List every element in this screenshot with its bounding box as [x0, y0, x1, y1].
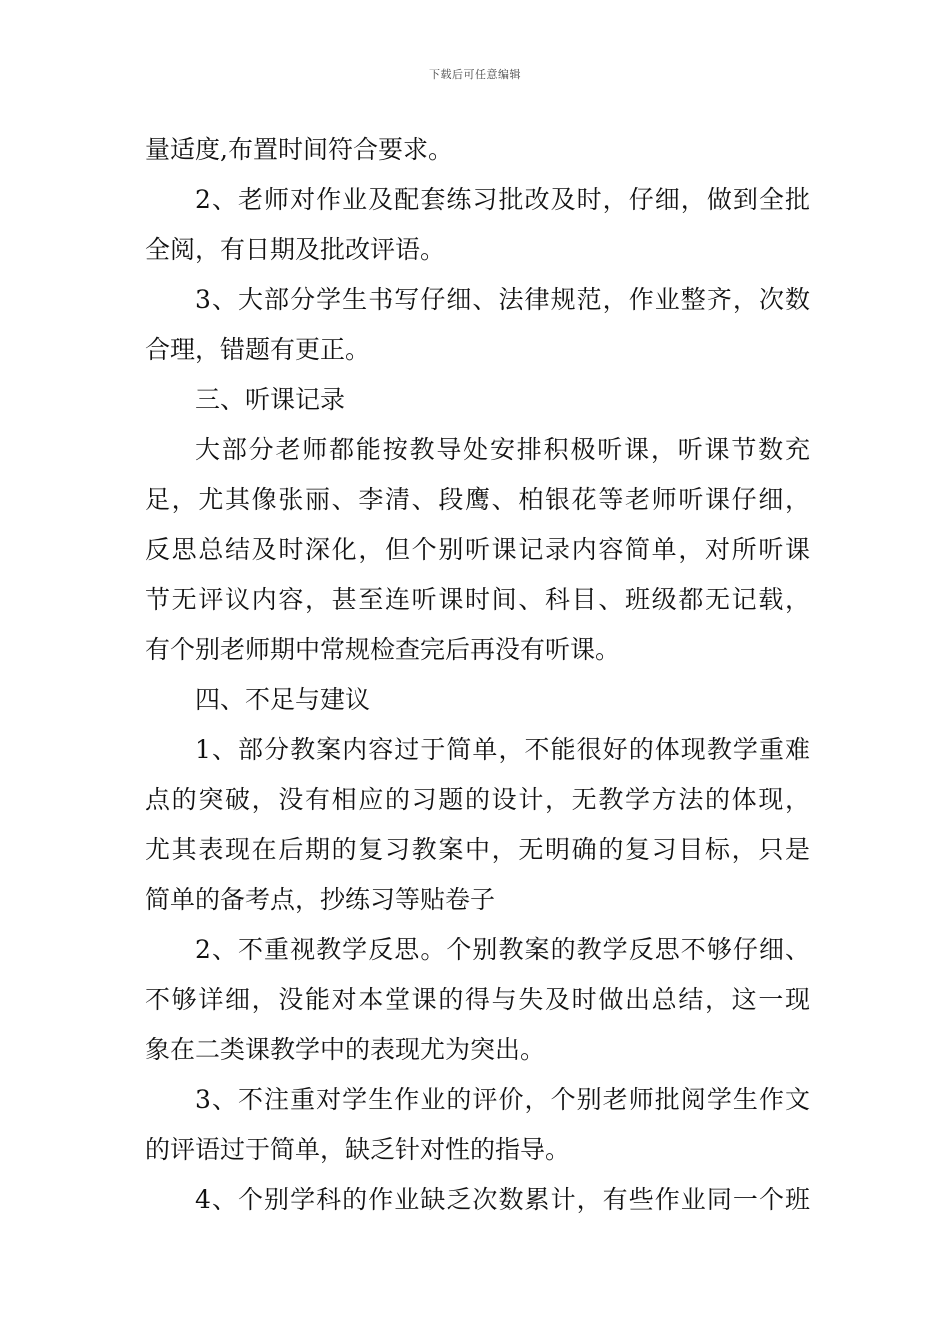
text-line: 1、部分教案内容过于简单，不能很好的体现教学重难 — [195, 735, 810, 764]
document-body — [145, 125, 810, 1225]
text-line: 的评语过于简单，缺乏针对性的指导。 — [145, 1135, 571, 1164]
page-header-note: 下载后可任意编辑 — [429, 68, 521, 81]
text-line: 2、老师对作业及配套练习批改及时，仔细，做到全批 — [195, 185, 810, 214]
text-line: 2、不重视教学反思。个别教案的教学反思不够仔细、 — [195, 935, 810, 964]
section-heading: 三、听课记录 — [195, 385, 346, 414]
text-line: 简单的备考点，抄练习等贴卷子 — [145, 885, 496, 914]
section-heading: 四、不足与建议 — [195, 685, 371, 714]
text-line: 全阅，有日期及批改评语。 — [145, 235, 446, 264]
text-line: 节无评议内容，甚至连听课时间、科目、班级都无记载， — [145, 585, 810, 614]
text-line: 合理，错题有更正。 — [145, 335, 371, 364]
text-line: 尤其表现在后期的复习教案中，无明确的复习目标，只是 — [145, 835, 810, 864]
text-line: 反思总结及时深化，但个别听课记录内容简单，对所听课 — [145, 535, 810, 564]
text-line: 3、不注重对学生作业的评价，个别老师批阅学生作文 — [195, 1085, 810, 1114]
text-line: 足，尤其像张丽、李清、段鹰、柏银花等老师听课仔细， — [145, 485, 810, 514]
text-line: 大部分老师都能按教导处安排积极听课，听课节数充 — [195, 435, 810, 464]
text-line: 量适度,布置时间符合要求。 — [145, 135, 453, 164]
text-line: 不够详细，没能对本堂课的得与失及时做出总结，这一现 — [145, 985, 810, 1014]
text-line: 象在二类课教学中的表现尤为突出。 — [145, 1035, 546, 1064]
text-line: 4、个别学科的作业缺乏次数累计，有些作业同一个班 — [195, 1185, 810, 1214]
text-line: 3、大部分学生书写仔细、法律规范，作业整齐，次数 — [195, 285, 810, 314]
text-line: 点的突破，没有相应的习题的设计，无教学方法的体现， — [145, 785, 810, 814]
text-line: 有个别老师期中常规检查完后再没有听课。 — [145, 635, 621, 664]
